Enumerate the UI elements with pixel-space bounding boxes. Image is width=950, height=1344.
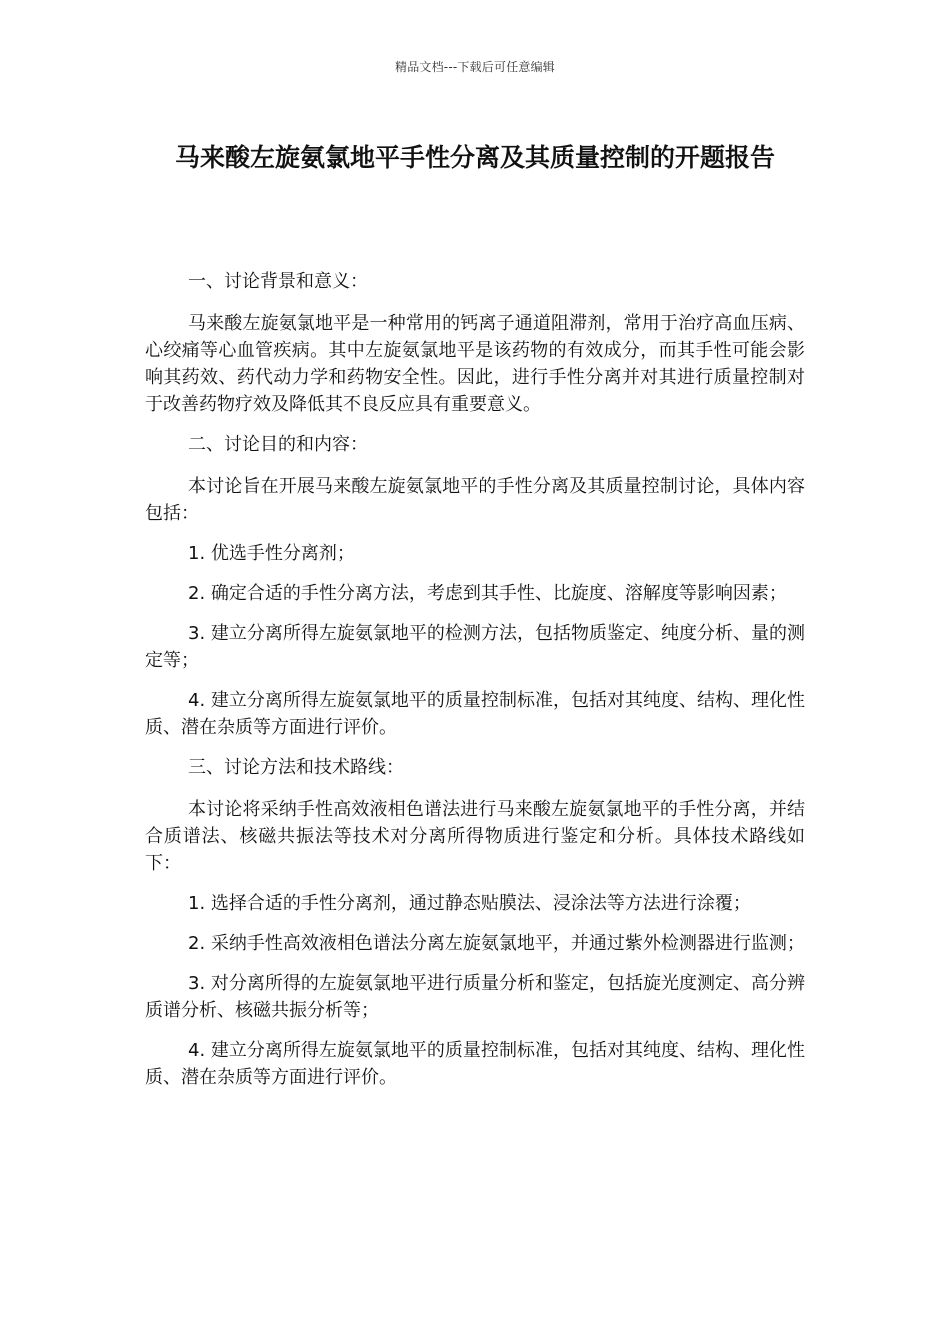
paragraph-background: 马来酸左旋氨氯地平是一种常用的钙离子通道阻滞剂，常用于治疗高血压病、心绞痛等心血管疾病。其中左旋氨氯地平是该药物的有效成分，而其手性可能会影响其药效、药代动力学和药物安全性。因此，进行手性分离并对其进行质量控制对于改善药物疗效及降低其不良反应具有重要意义。: [145, 313, 805, 415]
paragraph-methods: 本讨论将采纳手性高效液相色谱法进行马来酸左旋氨氯地平的手性分离，并结合质谱法、核磁共振法等技术对分离所得物质进行鉴定和分析。具体技术路线如下：: [145, 799, 805, 874]
section-heading-methods: 三、讨论方法和技术路线：: [188, 757, 404, 778]
document-title: 马来酸左旋氨氯地平手性分离及其质量控制的开题报告: [174, 143, 775, 172]
list-item-route-4: 4. 建立分离所得左旋氨氯地平的质量控制标准，包括对其纯度、结构、理化性质、潜在杂质等方面进行评价。: [145, 1040, 805, 1088]
list-item-content-1: 1. 优选手性分离剂；: [188, 543, 355, 564]
section-heading-background: 一、讨论背景和意义：: [188, 271, 368, 292]
document-body: [145, 268, 805, 1104]
list-item-route-2: 2. 采纳手性高效液相色谱法分离左旋氨氯地平，并通过紫外检测器进行监测；: [188, 933, 805, 954]
section-heading-purpose: 二、讨论目的和内容：: [188, 434, 368, 455]
list-item-route-1: 1. 选择合适的手性分离剂，通过静态贴膜法、浸涂法等方法进行涂覆；: [188, 893, 751, 914]
paragraph-purpose: 本讨论旨在开展马来酸左旋氨氯地平的手性分离及其质量控制讨论，具体内容包括：: [145, 476, 805, 524]
list-item-content-3: 3. 建立分离所得左旋氨氯地平的检测方法，包括物质鉴定、纯度分析、量的测定等；: [145, 623, 805, 671]
header-note: 精品文档---下载后可任意编辑: [395, 60, 555, 74]
list-item-content-4: 4. 建立分离所得左旋氨氯地平的质量控制标准，包括对其纯度、结构、理化性质、潜在杂质等方面进行评价。: [145, 690, 805, 738]
list-item-content-2: 2. 确定合适的手性分离方法，考虑到其手性、比旋度、溶解度等影响因素；: [188, 583, 787, 604]
list-item-route-3: 3. 对分离所得的左旋氨氯地平进行质量分析和鉴定，包括旋光度测定、高分辨质谱分析、核磁共振分析等；: [145, 973, 805, 1021]
